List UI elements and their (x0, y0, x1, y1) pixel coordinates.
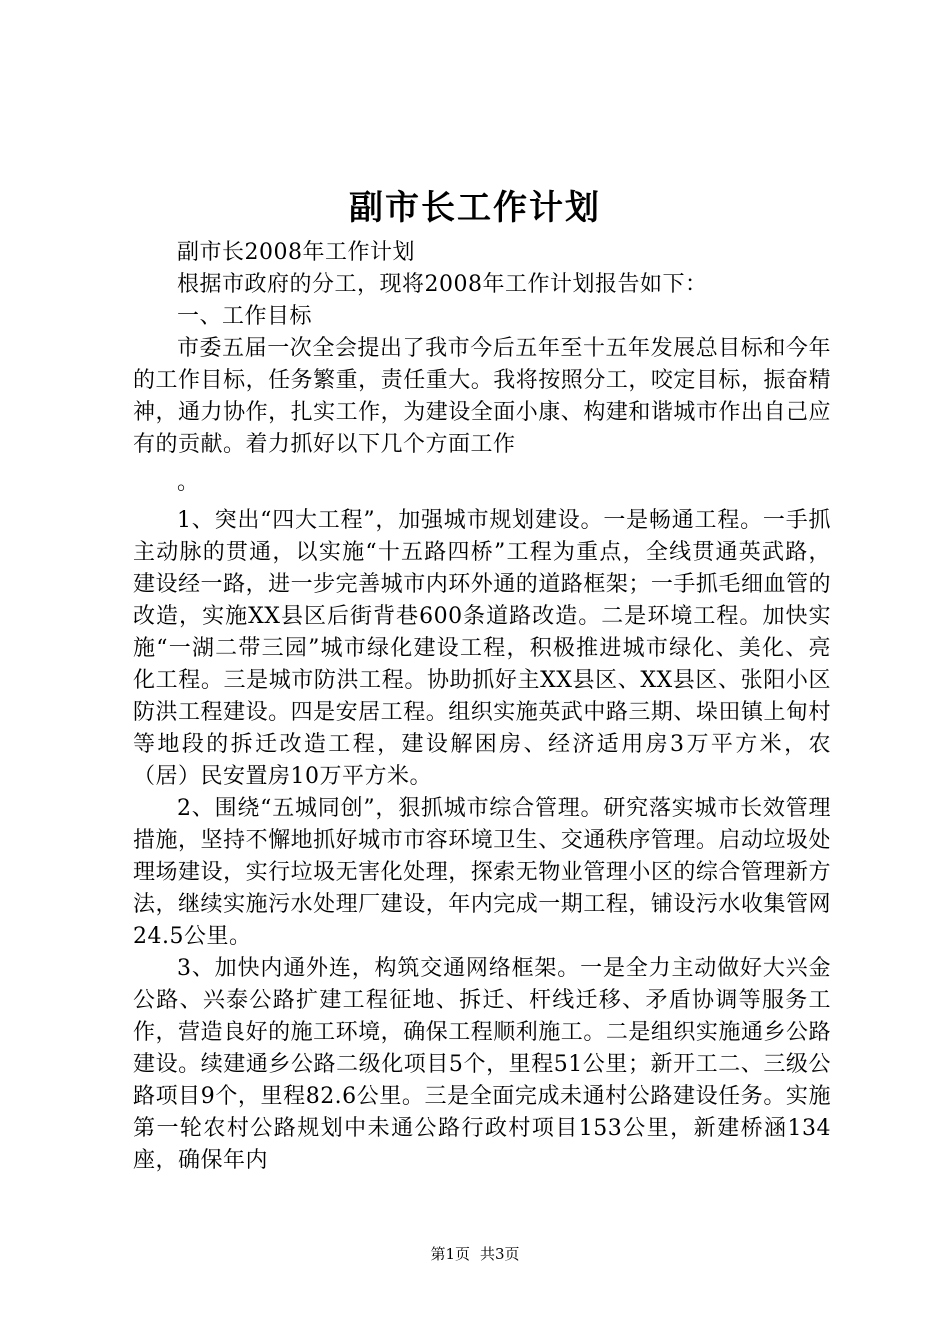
page-footer (0, 1244, 950, 1264)
paragraph-goals: 市委五届一次全会提出了我市今后五年至十五年发展总目标和今年的工作目标，任务繁重，责任重大。我将按照分工，咬定目标，振奋精神，通力协作，扎实工作，为建设全面小康、构建和谐城市作出自己应有的贡献。着力抓好以下几个方面工作 (133, 336, 831, 457)
page-total: 共3页 (480, 1245, 520, 1263)
paragraph-item-2: 2、围绕“五城同创”，狠抓城市综合管理。研究落实城市长效管理措施，坚持不懈地抓好城市市容环境卫生、交通秩序管理。启动垃圾处理场建设，实行垃圾无害化处理，探索无物业管理小区的综合管理新方法，继续实施污水处理厂建设，年内完成一期工程，铺设污水收集管网24.5公里。 (133, 796, 831, 949)
document-body (133, 237, 831, 1177)
document-title: 副市长工作计划 (349, 188, 601, 228)
paragraph-intro: 根据市政府的分工，现将2008年工作计划报告如下： (177, 272, 708, 297)
page-number: 第1页 (430, 1245, 470, 1263)
paragraph-subtitle: 副市长2008年工作计划 (177, 240, 415, 265)
paragraph-period: 。 (177, 470, 200, 495)
paragraph-item-3: 3、加快内通外连，构筑交通网络框架。一是全力主动做好大兴金公路、兴泰公路扩建工程征地、拆迁、杆线迁移、矛盾协调等服务工作，营造良好的施工环境，确保工程顺利施工。二是组织实施通乡公路建设。续建通乡公路二级化项目5个，里程51公里；新开工二、三级公路项目9个，里程82.6公里。三是全面完成未通村公路建设任务。实施第一轮农村公路规划中未通公路行政村项目153公里，新建桥涵134座，确保年内 (133, 956, 831, 1173)
paragraph-item-1: 1、突出“四大工程”，加强城市规划建设。一是畅通工程。一手抓主动脉的贯通，以实施“十五路四桥”工程为重点，全线贯通英武路，建设经一路，进一步完善城市内环外通的道路框架；一手抓毛细血管的改造，实施XX县区后街背巷600条道路改造。二是环境工程。加快实施“一湖二带三园”城市绿化建设工程，积极推进城市绿化、美化、亮化工程。三是城市防洪工程。协助抓好主XX县区、XX县区、张阳小区防洪工程建设。四是安居工程。组织实施英武中路三期、垛田镇上甸村等地段的拆迁改造工程，建设解困房、经济适用房3万平方米，农（居）民安置房10万平方米。 (133, 508, 831, 789)
section-heading-goals: 一、工作目标 (177, 304, 313, 329)
